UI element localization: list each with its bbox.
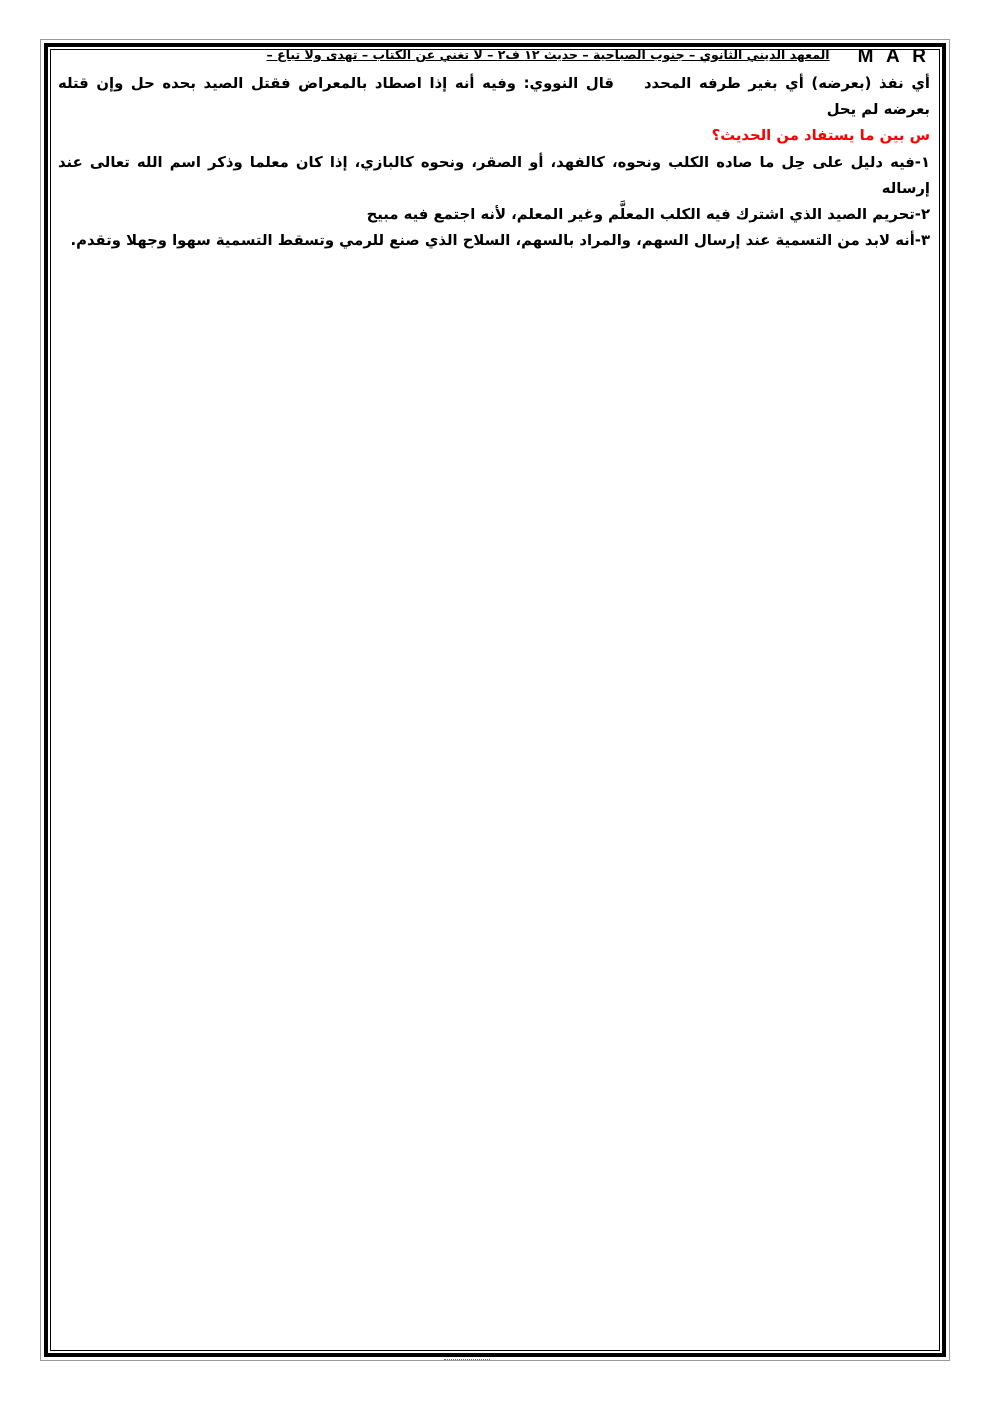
point-2: ٢-تحريم الصيد الذي اشترك فيه الكلب المعلَّم وغير المعلم، لأنه اجتمع فيه مبيح <box>366 206 930 224</box>
document-body <box>58 71 930 254</box>
header-logo: M A R <box>857 50 930 66</box>
point-3: ٣-أنه لابد من التسمية عند إرسال السهم، والمراد بالسهم، السلاح الذي صنع للرمي وتسقط التسمية سهوا وجهلا وتقدم. <box>70 232 930 250</box>
question-heading: س بين ما يستفاد من الحديث؟ <box>711 127 930 145</box>
paragraph-explanation <box>58 71 930 123</box>
point-1: ١-فيه دليل على حِل ما صاده الكلب ونحوه، كالفهد، أو الصقر، ونحوه كالبازي، إذا كان معلما وذكر اسم الله تعالى عند إرساله <box>58 153 930 197</box>
header-text: المعهد الديني الثانوي – جنوب الصباحية – حديث ١٢ ف٢ – لا تغني عن الكتاب – تهدى ولا تباع – <box>266 50 830 62</box>
explanation-part-2: قال النووي: وفيه أنه إذا اصطاد بالمعراض فقتل الصيد بحده حل وإن قتله بعرضه لم يحل <box>58 75 930 119</box>
footer-mark <box>444 1359 490 1363</box>
explanation-part-1: أي نفذ (بعرضه) أي بغير طرفه المحدد <box>643 75 930 92</box>
page-header <box>90 50 930 66</box>
